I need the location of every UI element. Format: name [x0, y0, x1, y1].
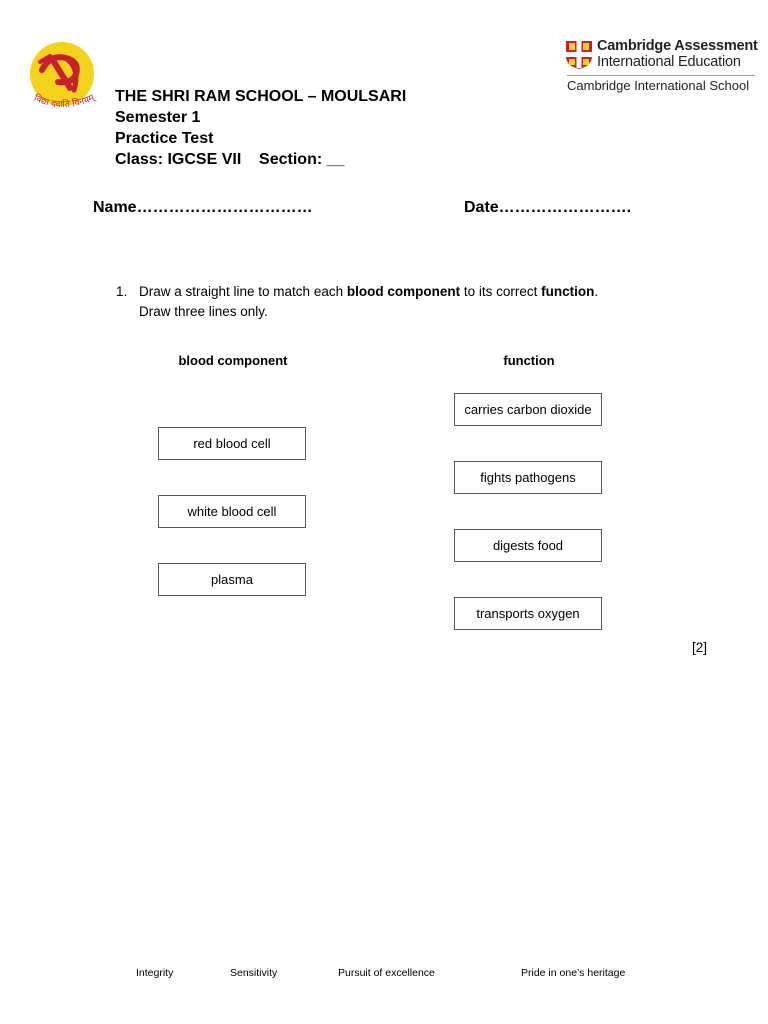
footer-value-sensitivity: Sensitivity [230, 967, 278, 979]
question-instruction [139, 284, 598, 299]
footer-value-integrity: Integrity [136, 967, 174, 979]
left-column-heading: blood component [178, 353, 288, 368]
instruction-bold-function: function [541, 284, 595, 299]
question-number: 1. [116, 284, 128, 299]
instruction-text: Draw a straight line to match each [139, 284, 347, 299]
right-column-heading: function [503, 353, 555, 368]
component-box-red-blood-cell[interactable]: red blood cell [158, 427, 306, 460]
school-logo [24, 40, 104, 116]
instruction-text: to its correct [460, 284, 542, 299]
cambridge-divider [567, 75, 755, 76]
footer-value-excellence: Pursuit of excellence [338, 967, 435, 979]
function-box-transports-oxygen[interactable]: transports oxygen [454, 597, 602, 630]
function-box-fights-pathogens[interactable]: fights pathogens [454, 461, 602, 494]
cambridge-logo [565, 38, 760, 98]
school-name: THE SHRI RAM SCHOOL – MOULSARI [115, 88, 407, 105]
instruction-text: . [594, 284, 599, 299]
date-field[interactable]: Date……………………. [464, 199, 632, 216]
marks: [2] [692, 640, 708, 655]
name-field[interactable]: Name…………………………… [93, 199, 313, 216]
function-box-digests-food[interactable]: digests food [454, 529, 602, 562]
component-box-plasma[interactable]: plasma [158, 563, 306, 596]
cambridge-logo-line2: International Education [597, 54, 741, 70]
cambridge-logo-line3: Cambridge International School [567, 78, 750, 93]
question-instruction-2: Draw three lines only. [139, 304, 268, 319]
function-box-carries-carbon-dioxide[interactable]: carries carbon dioxide [454, 393, 602, 426]
instruction-bold-component: blood component [346, 284, 461, 299]
school-logo-emblem [24, 40, 104, 116]
component-box-white-blood-cell[interactable]: white blood cell [158, 495, 306, 528]
class-section: Class: IGCSE VII Section: __ [115, 151, 345, 168]
footer-value-heritage: Pride in one’s heritage [521, 967, 626, 979]
cambridge-logo-line1: Cambridge Assessment [597, 38, 758, 54]
semester: Semester 1 [115, 109, 201, 126]
cambridge-shield-icon [565, 40, 593, 70]
school-motto: विद्या ददाति विनयम् [32, 93, 96, 111]
test-type: Practice Test [115, 130, 214, 147]
